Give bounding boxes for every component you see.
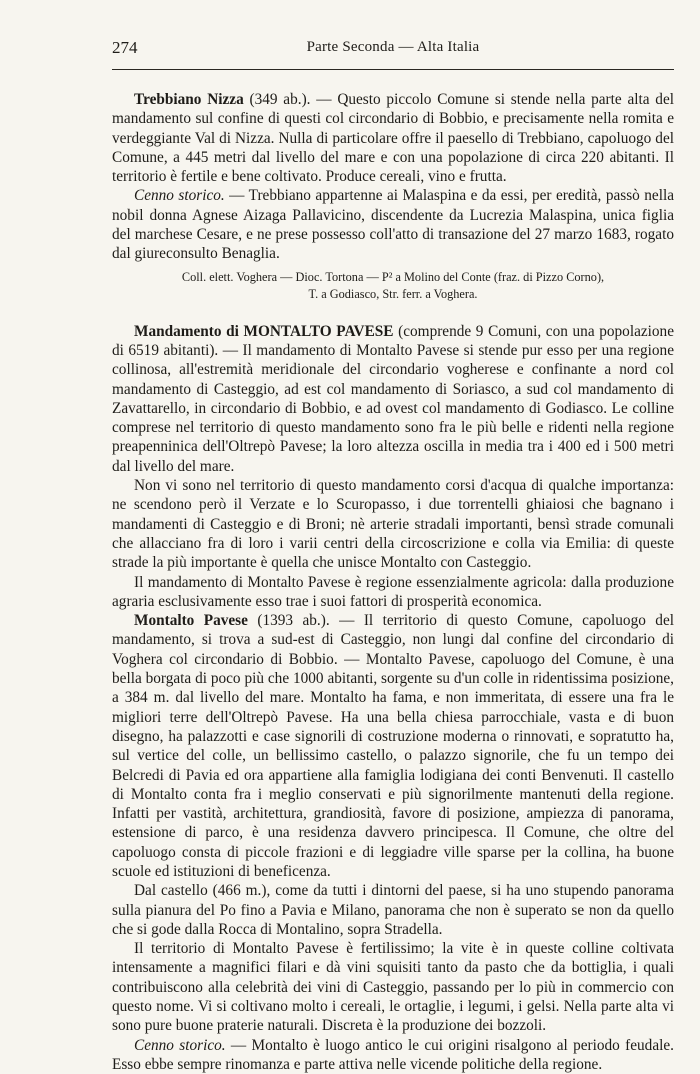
trebbiano-info	[112, 269, 674, 303]
trebbiano-history-paragraph	[112, 186, 674, 263]
trebbiano-paragraph	[112, 90, 674, 186]
mandamento-paragraph-3: Il mandamento di Montalto Pavese è regione essenzialmente agricola: dalla produzione agraria esclusivamente esso trae i suoi fattori di prosperità economica.	[112, 573, 674, 610]
montalto-paragraph-3: Il territorio di Montalto Pavese è fertilissimo; la vite è in queste colline coltivata intensamente a magnifici filari e dà vini squisiti tanto da pasto che da bottiglia, i quali contribuiscono alla celebrità dei vini di Casteggio, passando per lo più in commercio con questo nome. Vi si coltivano molto i cereali, le ortaglie, i legumi, i gelsi. Nella parte alta vi sono pure buone praterie naturali. Discreta è la produzione dei bozzoli.	[112, 940, 674, 1035]
header-rule	[112, 69, 674, 70]
mandamento-heading: Mandamento di MONTALTO PAVESE	[134, 322, 394, 340]
page-header	[112, 38, 674, 60]
mandamento-paragraph-2: Non vi sono nel territorio di questo mandamento corsi d'acqua di qualche importanza: ne scendono però il Verzate e lo Scuropasso, i due torrentelli ghiaiosi che bagnano i mandamenti di Casteggio e di Broni; nè arterie stradali importanti, bensì strade comunali che allacciano fra di loro i varii centri della circoscrizione e colla via Emilia: di queste strade la più importante è quella che unisce Montalto con Casteggio.	[112, 477, 674, 572]
page-body	[112, 90, 674, 1074]
montalto-history-label: Cenno storico.	[134, 1036, 226, 1054]
page-number: 274	[112, 38, 138, 57]
montalto-text: (1393 ab.). — Il territorio di questo Comune, capoluogo del mandamento, si trova a sud-est di Casteggio, non lungi dal confine del circondario di Voghera col circondario di Bobbio. — Montalto Pavese, capoluogo del Comune, è una bella borgata di poco più che 1000 abitanti, sorgente su d'un colle in ridentissima posizione, a 384 m. dal livello del mare. Montalto ha fama, e non immeritata, di essere una fra le migliori terre dell'Oltrepò Pavese. Ha una bella chiesa parrocchiale, vasta e di buon disegno, ha palazzotti e case signorili di costruzione moderna o rinnovati, e sopratutto ha, sul vertice del colle, un bellissimo castello, o palazzo signorile, che fu un tempo dei Belcredi di Pavia ed ora appartiene alla famiglia lodigiana dei conti Benvenuti. Il castello di Montalto conta fra i meglio conservati e più signorilmente mantenuti della regione. Infatti per vastità, architettura, grandiosità, favore di posizione, ampiezza di panorama, estensione di parco, è una residenza davvero principesca. Il Comune, che oltre del capoluogo consta di piccole frazioni e di leggiadre ville sparse per la collina, ha buone scuole ed istituzioni di beneficenza.	[112, 612, 674, 880]
trebbiano-heading: Trebbiano Nizza	[134, 91, 244, 108]
trebbiano-info-line-1: Coll. elett. Voghera — Dioc. Tortona — P² a Molino del Conte (fraz. di Pizzo Corno),	[181, 269, 605, 284]
montalto-heading: Montalto Pavese	[134, 612, 248, 630]
mandamento-paragraph	[112, 322, 674, 476]
montalto-paragraph	[112, 611, 674, 881]
montalto-history-paragraph	[112, 1036, 674, 1074]
running-title: Parte Seconda — Alta Italia	[306, 39, 480, 55]
trebbiano-text: (349 ab.). — Questo piccolo Comune si stende nella parte alta del mandamento sul confine di questi col circondario di Bobbio, e precisamente nella romita e verdeggiante Val di Nizza. Nulla di particolare offre il paesello di Trebbiano, capoluogo del Comune, a 445 metri dal livello del mare e con una popolazione di circa 220 abitanti. Il territorio è fertile e bene coltivato. Produce cereali, vino e frutta.	[112, 91, 674, 186]
section-spacer	[112, 303, 674, 322]
montalto-paragraph-2: Dal castello (466 m.), come da tutti i dintorni del paese, si ha uno stupendo panorama sulla pianura del Po fino a Pavia e Milano, panorama che non è superato se non da quello che si gode dalla Rocca di Montalino, sopra Stradella.	[112, 882, 674, 938]
trebbiano-history-text: — Trebbiano appartenne ai Malaspina e da essi, per eredità, passò nella nobil donna Agnese Aizaga Pallavicino, discendente da Lucrezia Malaspina, unica figlia del marchese Cesare, e ne prese possesso coll'atto di transazione del 27 marzo 1683, rogato dal giureconsulto Benaglia.	[112, 187, 674, 263]
trebbiano-info-line-2: T. a Godiasco, Str. ferr. a Voghera.	[308, 286, 478, 301]
mandamento-intro: (comprende 9 Comuni, con una popolazione di 6519 abitanti). — Il mandamento di Montalto Pavese si stende pur esso per una regione collinosa, all'estremità meridionale del circondario vogherese e confinante a nord col mandamento di Casteggio, ad est col mandamento di Soriasco, a sud col mandamento di Zavattarello, in circondario di Bobbio, e ad ovest col mandamento di Godiasco. Le colline comprese nel territorio di questo mandamento sono fra le più belle e ridenti nella regione preapenninica dell'Oltrepò Pavese; la loro altezza oscilla in media tra i 400 ed i 500 metri dal livello del mare.	[112, 322, 674, 475]
trebbiano-history-label: Cenno storico.	[134, 187, 225, 205]
montalto-history-text: — Montalto è luogo antico le cui origini risalgono al periodo feudale. Esso ebbe sempre rinomanza e parte attiva nelle vicende politiche della regione.	[112, 1036, 674, 1073]
